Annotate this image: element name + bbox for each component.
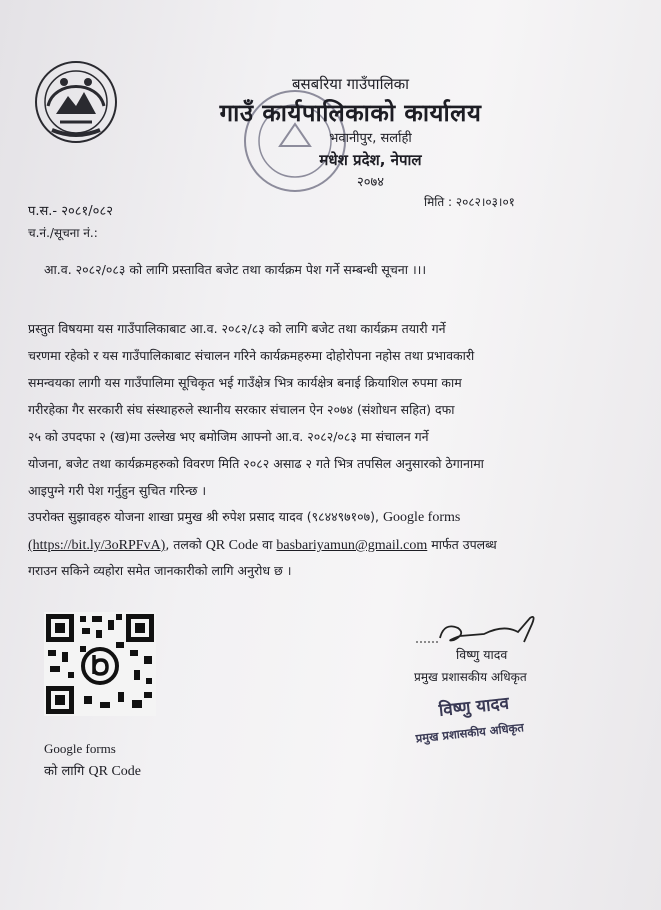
contact-text: उपरोक्त सुझावहरु योजना शाखा प्रमुख श्री रुपेश प्रसाद यादव (९८४४९७१०७), [28,509,379,524]
google-forms-label: Google forms [382,510,461,525]
qr-caption-line1: Google forms [44,741,116,756]
body-line: २५ को उपदफा २ (ख)मा उल्लेख भए बमोजिम आफ्नो आ.व. २०८२/०८३ मा संचालन गर्ने [28,429,429,444]
contact-line-2 [28,536,497,554]
qr-caption-code: QR Code [88,764,141,779]
stamp-title-text: प्रमुख प्रशासकीय अधिकृत [414,720,525,746]
stamp-name-text: विष्णु यादव [437,693,510,721]
body-line: प्रस्तुत विषयमा यस गाउँपालिकाबाट आ.व. २०८२/८३ को लागि बजेट तथा कार्यक्रम तयारी गर्ने [28,321,446,336]
reference-number: प.स.- २०८१/०८२ [28,204,113,219]
email-link[interactable]: basbariyamun@gmail.com [276,538,428,553]
subject-line: आ.व. २०८२/०८३ को लागि प्रस्तावित बजेट तथा कार्यक्रम पेश गर्ने सम्बन्धी सूचना ।।। [44,262,427,277]
signatory-title: प्रमुख प्रशासकीय अधिकृत [414,670,527,684]
qr-caption-text: को लागि [44,764,85,779]
form-link[interactable]: (https://bit.ly/3oRPFvA) [28,538,166,553]
body-line: योजना, बजेट तथा कार्यक्रमहरुको विवरण मिति २०८२ असाढ २ गते भित्र तपसिल अनुसारको ठेगानामा [28,456,484,471]
signatory-name: विष्णु यादव [456,647,508,662]
contact-text: मार्फत उपलब्ध [431,537,497,552]
qr-caption-line2 [44,761,141,780]
name-stamp-icon [412,690,542,748]
office-name: गाउँ कार्यपालिकाको कार्यालय [219,98,482,127]
contact-line-3: गराउन सकिने व्यहोरा समेत जानकारीको लागि अनुरोध छ । [28,563,292,578]
municipality-name: बसबरिया गाउँपालिका [291,75,410,93]
letter-date: मिति : २०८२।०३।०१ [424,195,515,209]
body-line: गरीरहेका गैर सरकारी संघ संस्थाहरुले स्थानीय सरकार संचालन ऐन २०७४ (संशोधन सहित) दफा [28,402,455,417]
body-line: आइपुग्ने गरी पेश गर्नुहुन सुचित गरिन्छ । [28,483,207,498]
contact-text: वा [262,537,273,552]
office-location: भवानीपुर, सर्लाही [329,131,412,146]
established-year: २०७४ [356,175,385,190]
contact-line-1 [28,508,460,526]
body-line: समन्वयका लागी यस गाउँपालिमा सूचिकृत भई गाउँक्षेत्र भित्र कार्यक्षेत्र बनाई क्रियाशिल रुपमा काम [28,375,462,390]
qr-code-icon[interactable] [44,612,156,716]
body-line: चरणमा रहेको र यस गाउँपालिकाबाट संचालन गरिने कार्यक्रमहरुमा दोहोरोपना नहोस तथा प्रभावकारी [28,348,475,363]
contact-text: , तलको [165,537,202,552]
qr-code-label: QR Code [205,538,259,553]
signature-icon [414,612,550,648]
province-name: मधेश प्रदेश, नेपाल [319,151,422,169]
dispatch-number: च.नं./सूचना नं.: [28,226,98,240]
